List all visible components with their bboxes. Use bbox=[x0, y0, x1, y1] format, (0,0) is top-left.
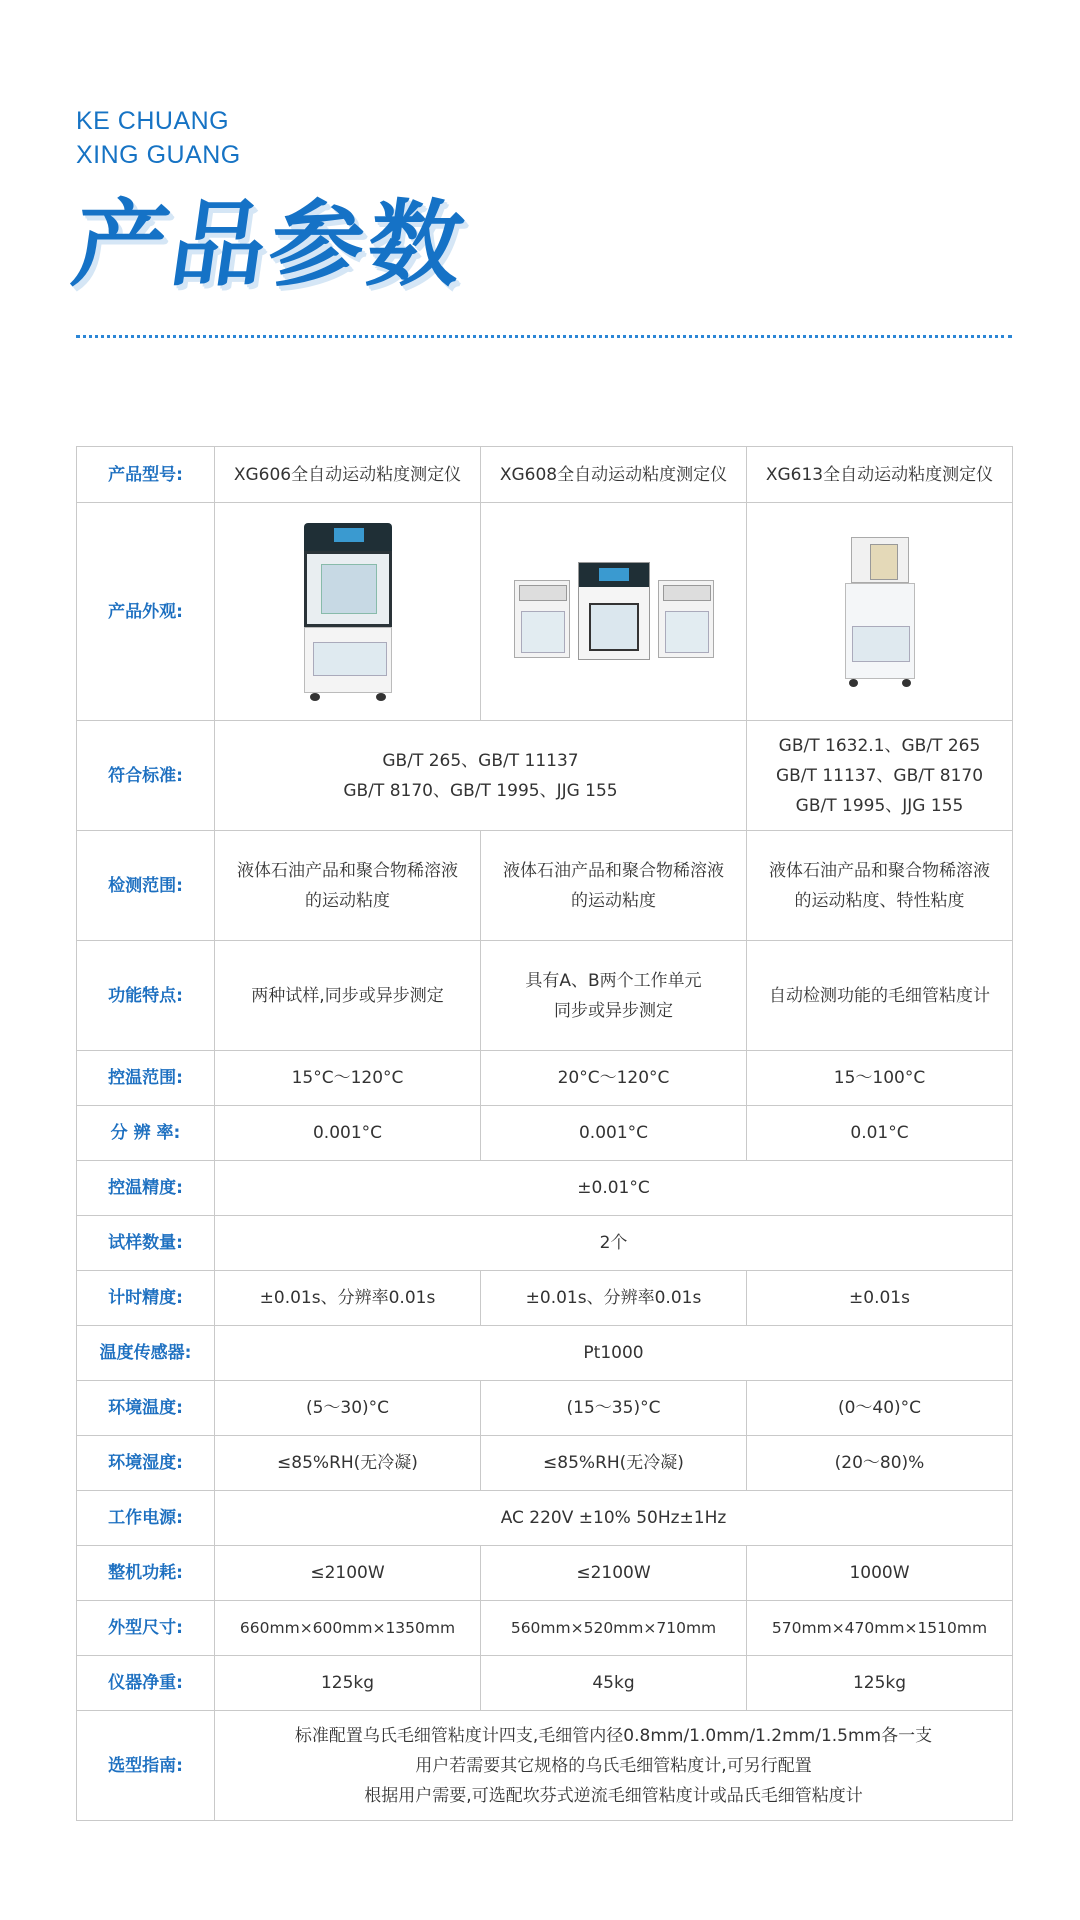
instrument-image bbox=[514, 562, 714, 662]
table-cell: (5～30)°C bbox=[215, 1381, 481, 1436]
range-cell bbox=[481, 831, 747, 941]
row-label: 整机功耗: bbox=[77, 1546, 215, 1601]
table-cell: 570mm×470mm×1510mm bbox=[747, 1601, 1013, 1656]
table-cell: ≤2100W bbox=[481, 1546, 747, 1601]
table-cell: 0.001°C bbox=[215, 1106, 481, 1161]
table-cell: 0.001°C bbox=[481, 1106, 747, 1161]
table-cell: ≤2100W bbox=[215, 1546, 481, 1601]
table-row bbox=[77, 1161, 1013, 1216]
table-row bbox=[77, 721, 1013, 831]
model-cell: XG606全自动运动粘度测定仪 bbox=[215, 447, 481, 503]
dotted-divider bbox=[76, 335, 1012, 338]
spec-table bbox=[76, 446, 1013, 1821]
text-line: 的运动粘度、特性粘度 bbox=[794, 890, 965, 911]
text-line: GB/T 1995、JJG 155 bbox=[795, 795, 964, 816]
brand-line-1: KE CHUANG bbox=[76, 107, 230, 135]
text-line: 标准配置乌氏毛细管粘度计四支,毛细管内径0.8mm/1.0mm/1.2mm/1.5mm各一支 bbox=[294, 1725, 933, 1746]
table-cell: ≤85%RH(无冷凝) bbox=[481, 1436, 747, 1491]
row-label: 产品型号: bbox=[77, 447, 215, 503]
table-row bbox=[77, 1546, 1013, 1601]
table-cell: 2个 bbox=[215, 1216, 1013, 1271]
range-cell bbox=[747, 831, 1013, 941]
text-line: 根据用户需要,可选配坎芬式逆流毛细管粘度计或品氏毛细管粘度计 bbox=[364, 1785, 863, 1806]
table-cell: ±0.01s、分辨率0.01s bbox=[481, 1271, 747, 1326]
table-cell: 660mm×600mm×1350mm bbox=[215, 1601, 481, 1656]
row-label: 外型尺寸: bbox=[77, 1601, 215, 1656]
row-label: 环境湿度: bbox=[77, 1436, 215, 1491]
table-cell: ≤85%RH(无冷凝) bbox=[215, 1436, 481, 1491]
table-cell: Pt1000 bbox=[215, 1326, 1013, 1381]
text-line: 液体石油产品和聚合物稀溶液 bbox=[769, 860, 990, 881]
brand-text bbox=[76, 104, 241, 172]
text-line: 同步或异步测定 bbox=[554, 1000, 673, 1021]
table-cell: 45kg bbox=[481, 1656, 747, 1711]
table-row bbox=[77, 447, 1013, 503]
text-line: 的运动粘度 bbox=[305, 890, 390, 911]
guide-cell bbox=[215, 1711, 1013, 1821]
table-row bbox=[77, 503, 1013, 721]
product-image-xg608 bbox=[481, 503, 747, 721]
standard-cell bbox=[215, 721, 747, 831]
text-line: 用户若需要其它规格的乌氏毛细管粘度计,可另行配置 bbox=[415, 1755, 812, 1776]
table-cell: 1000W bbox=[747, 1546, 1013, 1601]
table-cell: 15°C～120°C bbox=[215, 1051, 481, 1106]
row-label: 仪器净重: bbox=[77, 1656, 215, 1711]
table-row bbox=[77, 1326, 1013, 1381]
feature-cell: 自动检测功能的毛细管粘度计 bbox=[747, 941, 1013, 1051]
model-cell: XG613全自动运动粘度测定仪 bbox=[747, 447, 1013, 503]
table-cell: 560mm×520mm×710mm bbox=[481, 1601, 747, 1656]
text-line: 具有A、B两个工作单元 bbox=[525, 970, 702, 991]
range-cell bbox=[215, 831, 481, 941]
table-row bbox=[77, 1656, 1013, 1711]
table-row bbox=[77, 1491, 1013, 1546]
brand-line-2: XING GUANG bbox=[76, 141, 241, 169]
product-image-xg606 bbox=[215, 503, 481, 721]
text-line: 液体石油产品和聚合物稀溶液 bbox=[237, 860, 458, 881]
table-cell: (0～40)°C bbox=[747, 1381, 1013, 1436]
table-cell: 15～100°C bbox=[747, 1051, 1013, 1106]
table-row bbox=[77, 941, 1013, 1051]
table-cell: 0.01°C bbox=[747, 1106, 1013, 1161]
table-row bbox=[77, 1436, 1013, 1491]
row-label: 计时精度: bbox=[77, 1271, 215, 1326]
row-label: 产品外观: bbox=[77, 503, 215, 721]
feature-cell: 两种试样,同步或异步测定 bbox=[215, 941, 481, 1051]
feature-cell bbox=[481, 941, 747, 1051]
text-line: GB/T 1632.1、GB/T 265 bbox=[778, 735, 981, 756]
text-line: GB/T 8170、GB/T 1995、JJG 155 bbox=[343, 780, 618, 801]
row-label: 工作电源: bbox=[77, 1491, 215, 1546]
table-row bbox=[77, 1271, 1013, 1326]
text-line: 液体石油产品和聚合物稀溶液 bbox=[503, 860, 724, 881]
page-title: 产品参数 bbox=[66, 190, 474, 300]
table-cell: (15～35)°C bbox=[481, 1381, 747, 1436]
table-row bbox=[77, 1381, 1013, 1436]
table-cell: (20～80)% bbox=[747, 1436, 1013, 1491]
row-label: 温度传感器: bbox=[77, 1326, 215, 1381]
table-cell: AC 220V ±10% 50Hz±1Hz bbox=[215, 1491, 1013, 1546]
row-label: 控温范围: bbox=[77, 1051, 215, 1106]
text-line: GB/T 265、GB/T 11137 bbox=[382, 750, 579, 771]
row-label: 功能特点: bbox=[77, 941, 215, 1051]
text-line: 的运动粘度 bbox=[571, 890, 656, 911]
row-label: 控温精度: bbox=[77, 1161, 215, 1216]
table-row bbox=[77, 1601, 1013, 1656]
instrument-image bbox=[302, 523, 394, 701]
table-cell: ±0.01s bbox=[747, 1271, 1013, 1326]
model-cell: XG608全自动运动粘度测定仪 bbox=[481, 447, 747, 503]
row-label: 检测范围: bbox=[77, 831, 215, 941]
table-row bbox=[77, 1106, 1013, 1161]
row-label: 环境温度: bbox=[77, 1381, 215, 1436]
table-row bbox=[77, 1711, 1013, 1821]
row-label: 分 辨 率: bbox=[77, 1106, 215, 1161]
table-row bbox=[77, 1216, 1013, 1271]
table-cell: ±0.01s、分辨率0.01s bbox=[215, 1271, 481, 1326]
table-cell: 125kg bbox=[215, 1656, 481, 1711]
table-cell: ±0.01°C bbox=[215, 1161, 1013, 1216]
row-label: 试样数量: bbox=[77, 1216, 215, 1271]
instrument-image bbox=[845, 537, 915, 687]
row-label: 符合标准: bbox=[77, 721, 215, 831]
table-cell: 125kg bbox=[747, 1656, 1013, 1711]
row-label: 选型指南: bbox=[77, 1711, 215, 1821]
standard-cell bbox=[747, 721, 1013, 831]
table-row bbox=[77, 1051, 1013, 1106]
table-cell: 20°C～120°C bbox=[481, 1051, 747, 1106]
product-image-xg613 bbox=[747, 503, 1013, 721]
table-row bbox=[77, 831, 1013, 941]
text-line: GB/T 11137、GB/T 8170 bbox=[775, 765, 984, 786]
